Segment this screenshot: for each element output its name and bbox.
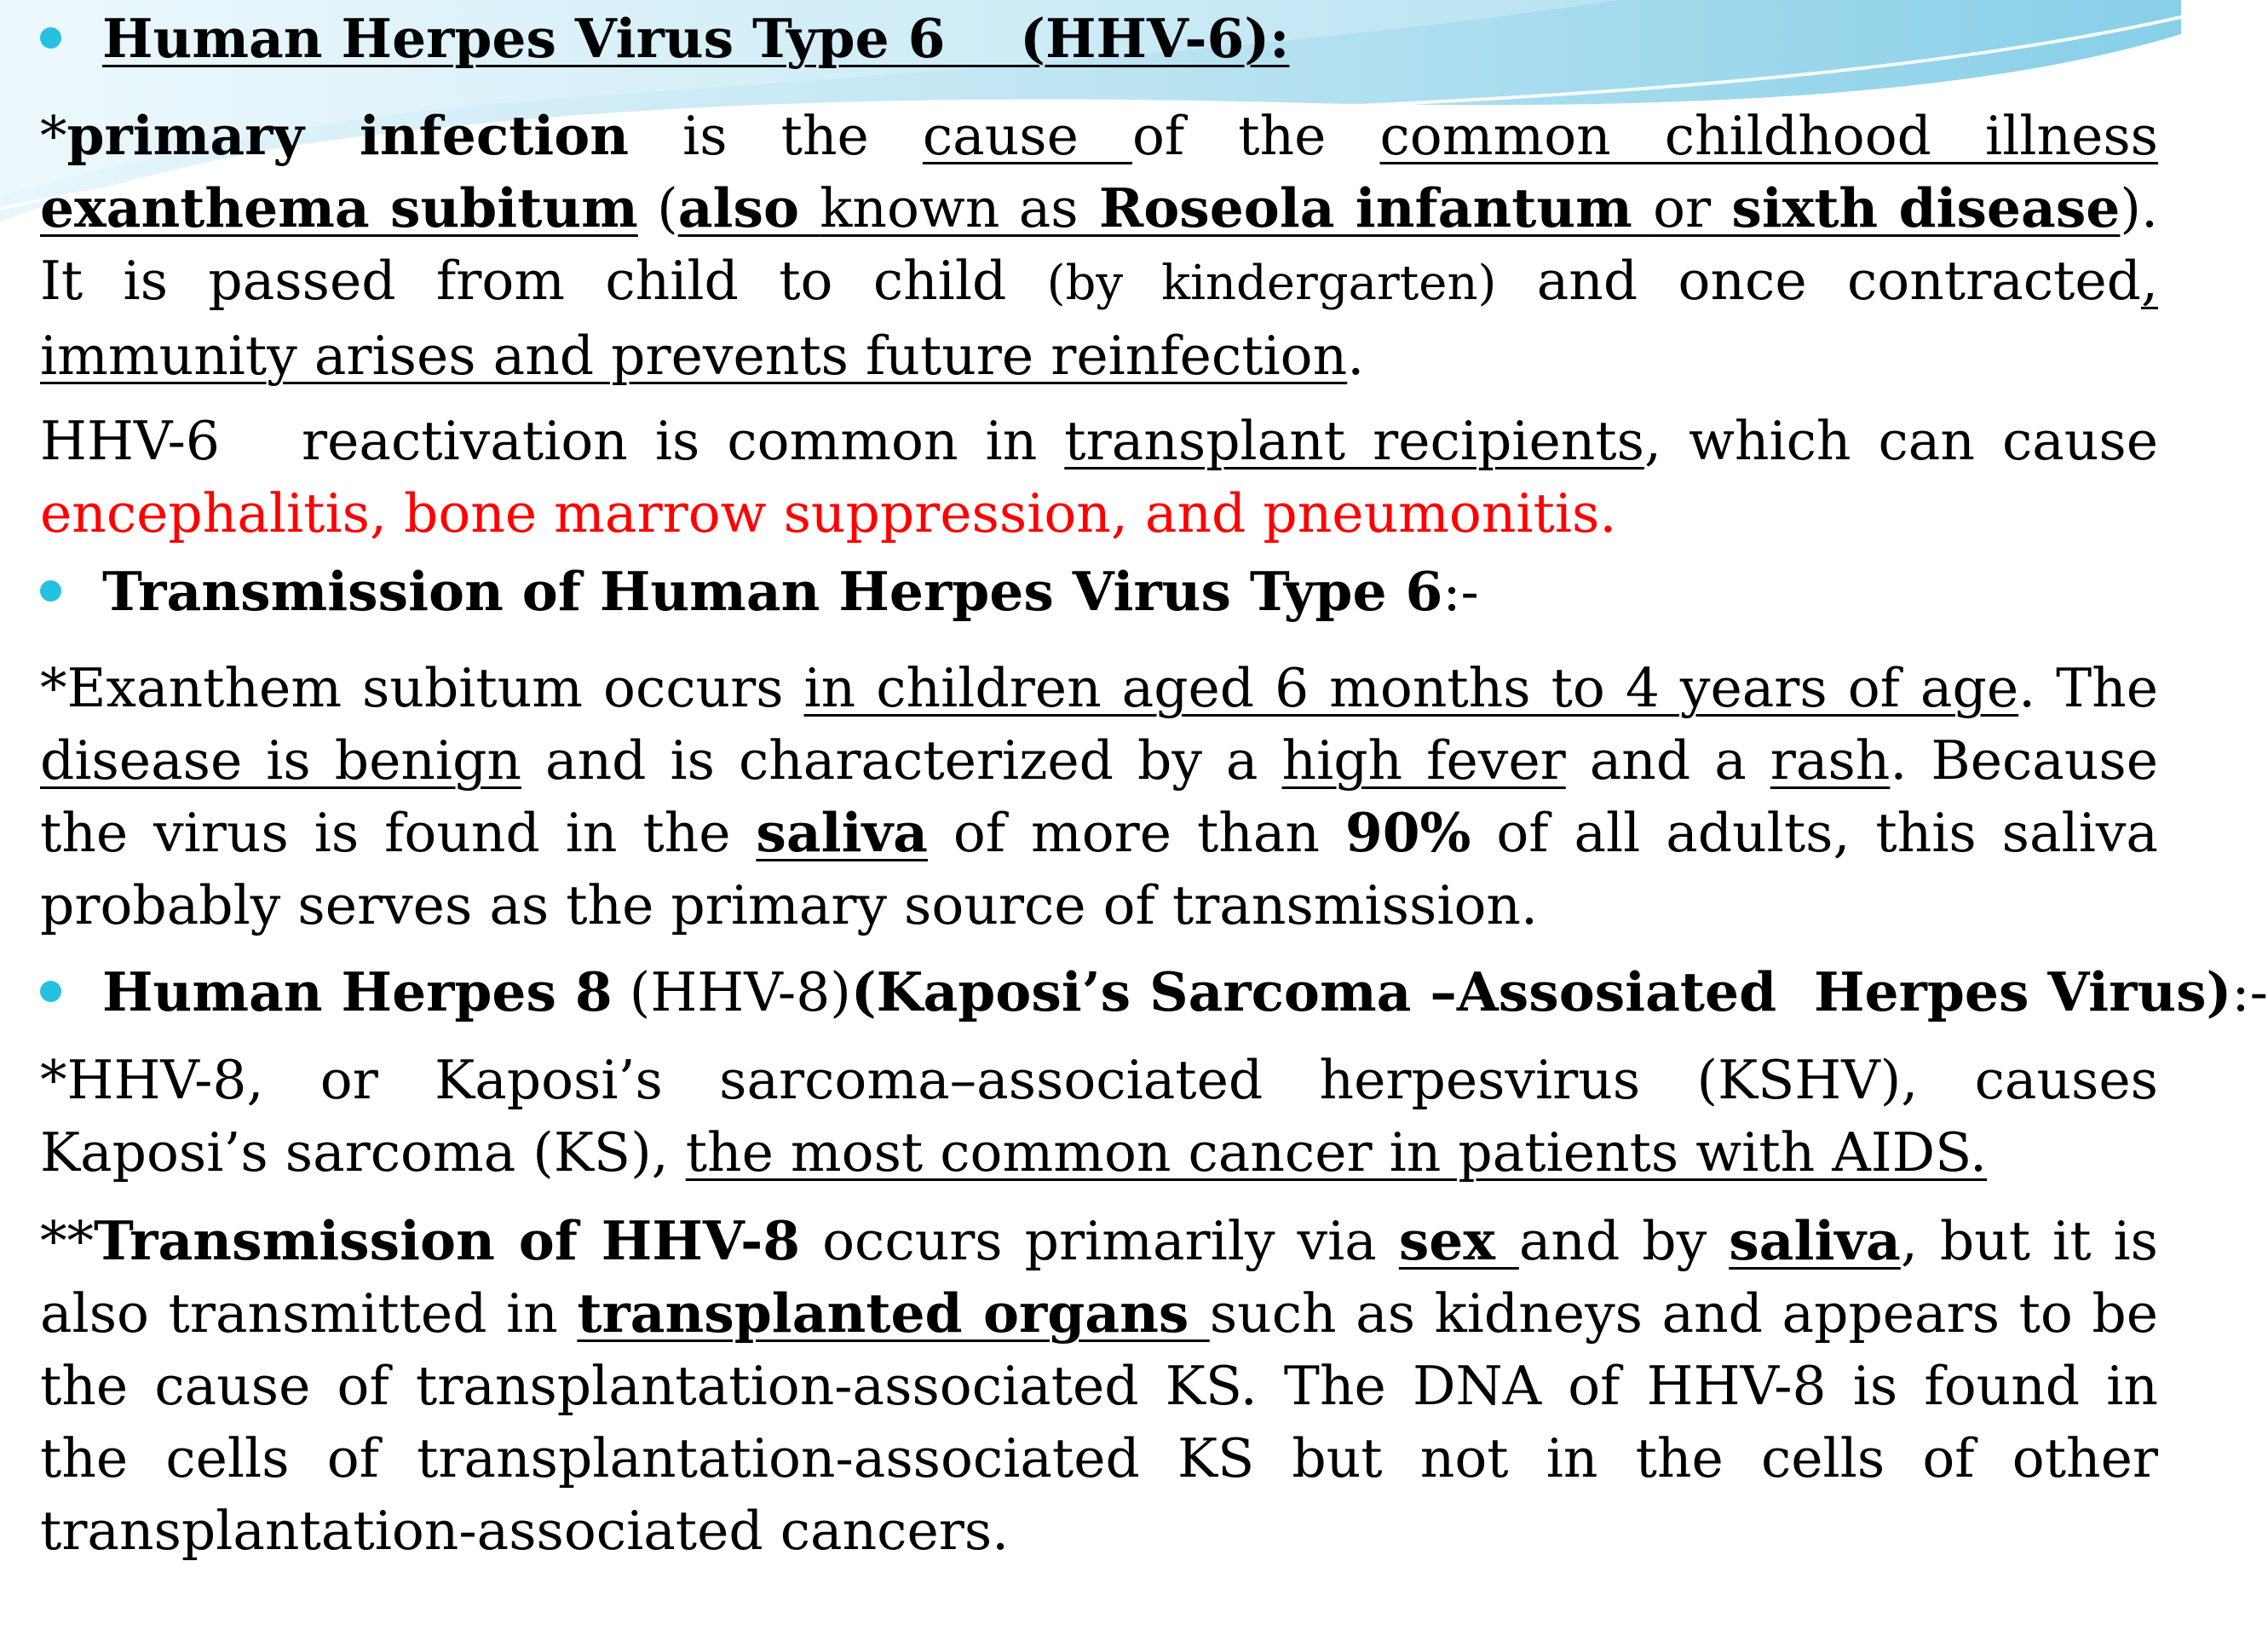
- paragraph-exanthem: *Exanthem subitum occurs in children aged 6 months to 4 years of age. The disease is benign and is characterized by a high fever and a rash. Because the virus is found in the saliva of more than 90% of all adults, this saliva probably serves as the primary source of transmission.: [40, 657, 2159, 936]
- heading-hhv6: [40, 3, 2158, 75]
- paragraph-transmission-hhv8: **Transmission of HHV-8 occurs primarily via sex and by saliva, but it is also transmitted in transplanted organs such as kidneys and appears to be the cause of transplantation-associated KS. The DNA of HHV-8 is found in the cells of transplantation-associated KS but not in the cells of other transplantation-associated cancers.: [40, 1209, 2158, 1562]
- heading-hhv8: Human Herpes 8 (HHV-8)(Kaposi’s Sarcoma –Assosiated Herpes Virus):-: [40, 956, 2158, 1028]
- paragraph-kshv: *HHV-8, or Kaposi’s sarcoma–associated herpesvirus (KSHV), causes Kaposi’s sarcoma (KS), the most common cancer in patients with AIDS.: [40, 1049, 2158, 1184]
- heading-transmission-hhv6: Transmission of Human Herpes Virus Type 6:-: [40, 556, 2158, 628]
- paragraph-reactivation: HHV-6 reactivation is common in transplant recipients, which can cause encephalitis, bone marrow suppression, and pneumonitis.: [40, 410, 2193, 544]
- bullet-icon: [40, 27, 61, 49]
- paragraph-primary-infection: *primary infection is the cause of the common childhood illness exanthema subitum (also known as Roseola infantum or sixth disease). It is passed from child to child (by kindergarten) and once contracted, immunity arises and prevents future reinfection.: [40, 104, 2159, 387]
- bullet-icon: [40, 580, 61, 602]
- bullet-icon: [40, 981, 61, 1002]
- heading-hhv6-title: Human Herpes Virus Type 6 (HHV-6):: [102, 7, 1290, 70]
